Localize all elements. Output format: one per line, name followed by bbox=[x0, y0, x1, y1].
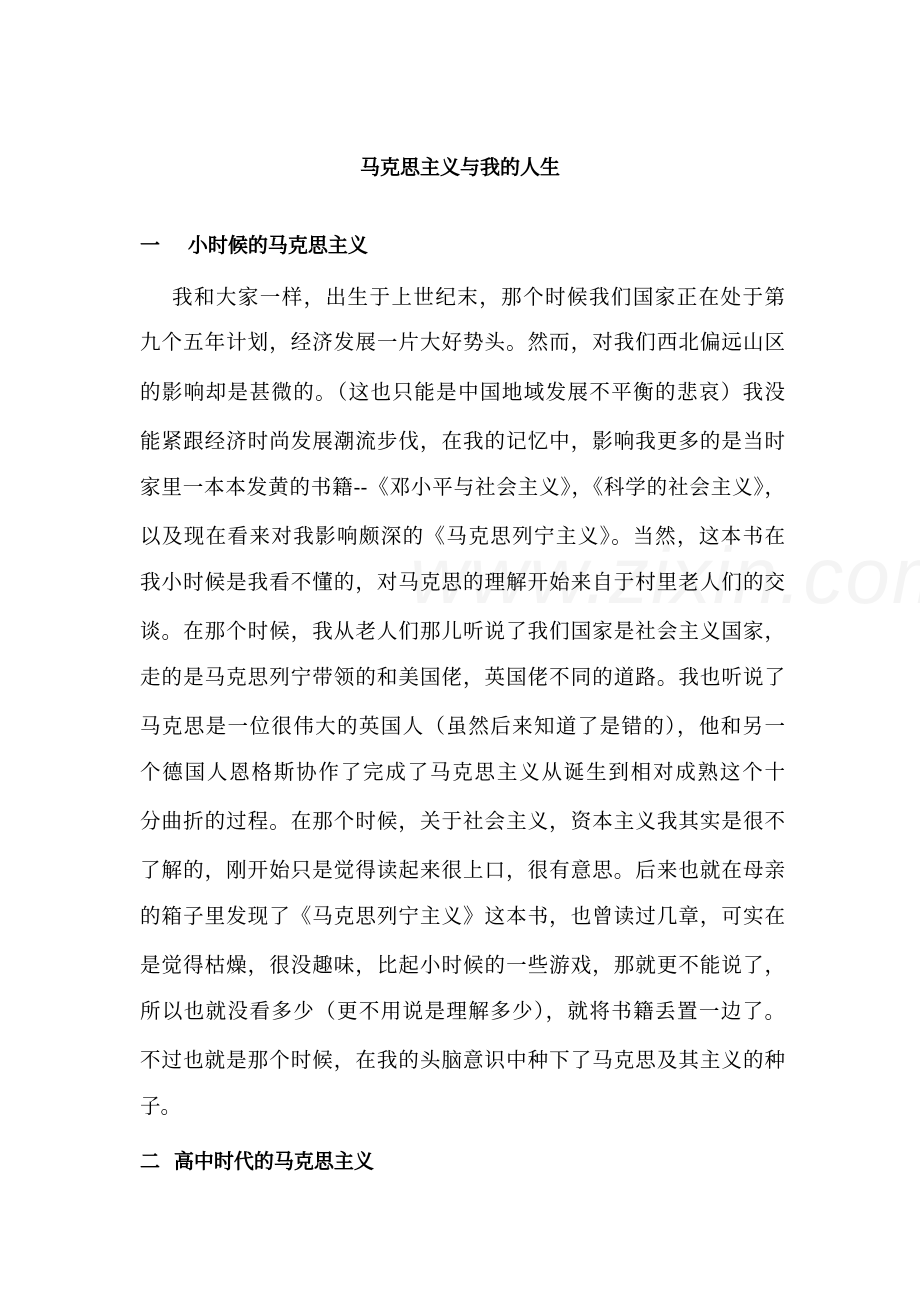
document-title: 马克思主义与我的人生 bbox=[360, 155, 560, 179]
paragraph-line: 分曲折的过程。在那个时候，关于社会主义，资本主义我其实是很不 bbox=[140, 809, 785, 833]
paragraph-line: 了解的，刚开始只是觉得读起来很上口，很有意思。后来也就在母亲 bbox=[140, 858, 785, 882]
paragraph-line: 子。 bbox=[140, 1094, 181, 1118]
paragraph-line: 的箱子里发现了《马克思列宁主义》这本书，也曾读过几章，可实在 bbox=[140, 904, 785, 928]
paragraph-line: 九个五年计划，经济发展一片大好势头。然而，对我们西北偏远山区 bbox=[140, 330, 785, 354]
paragraph-line: 个德国人恩格斯协作了完成了马克思主义从诞生到相对成熟这个十 bbox=[140, 760, 785, 784]
paragraph-line: 的影响却是甚微的。（这也只能是中国地域发展不平衡的悲哀）我没 bbox=[140, 380, 785, 404]
section-heading-2: 二 高中时代的马克思主义 bbox=[140, 1149, 374, 1173]
paragraph-line: 所以也就没看多少（更不用说是理解多少），就将书籍丢置一边了。 bbox=[140, 999, 785, 1023]
paragraph-line: 家里一本本发黄的书籍--《邓小平与社会主义》，《科学的社会主义》， bbox=[140, 475, 785, 499]
paragraph-line: 我和大家一样，出生于上世纪末，那个时候我们国家正在处于第 bbox=[172, 285, 785, 309]
paragraph-line: 我小时候是我看不懂的，对马克思的理解开始来自于村里老人们的交 bbox=[140, 570, 785, 594]
paragraph-line: 马克思是一位很伟大的英国人（虽然后来知道了是错的），他和另一 bbox=[140, 714, 785, 738]
paragraph-line: 不过也就是那个时候，在我的头脑意识中种下了马克思及其主义的种 bbox=[140, 1048, 785, 1072]
paragraph-line: 以及现在看来对我影响颇深的《马克思列宁主义》。当然，这本书在 bbox=[140, 524, 785, 548]
paragraph-line: 谈。在那个时候，我从老人们那儿听说了我们国家是社会主义国家， bbox=[140, 619, 785, 643]
paragraph-line: 走的是马克思列宁带领的和美国佬，英国佬不同的道路。我也听说了 bbox=[140, 665, 785, 689]
section-heading-1: 一 小时候的马克思主义 bbox=[140, 233, 368, 257]
paragraph-line: 能紧跟经济时尚发展潮流步伐，在我的记忆中，影响我更多的是当时 bbox=[140, 429, 785, 453]
paragraph-line: 是觉得枯燥，很没趣味，比起小时候的一些游戏，那就更不能说了， bbox=[140, 953, 785, 977]
